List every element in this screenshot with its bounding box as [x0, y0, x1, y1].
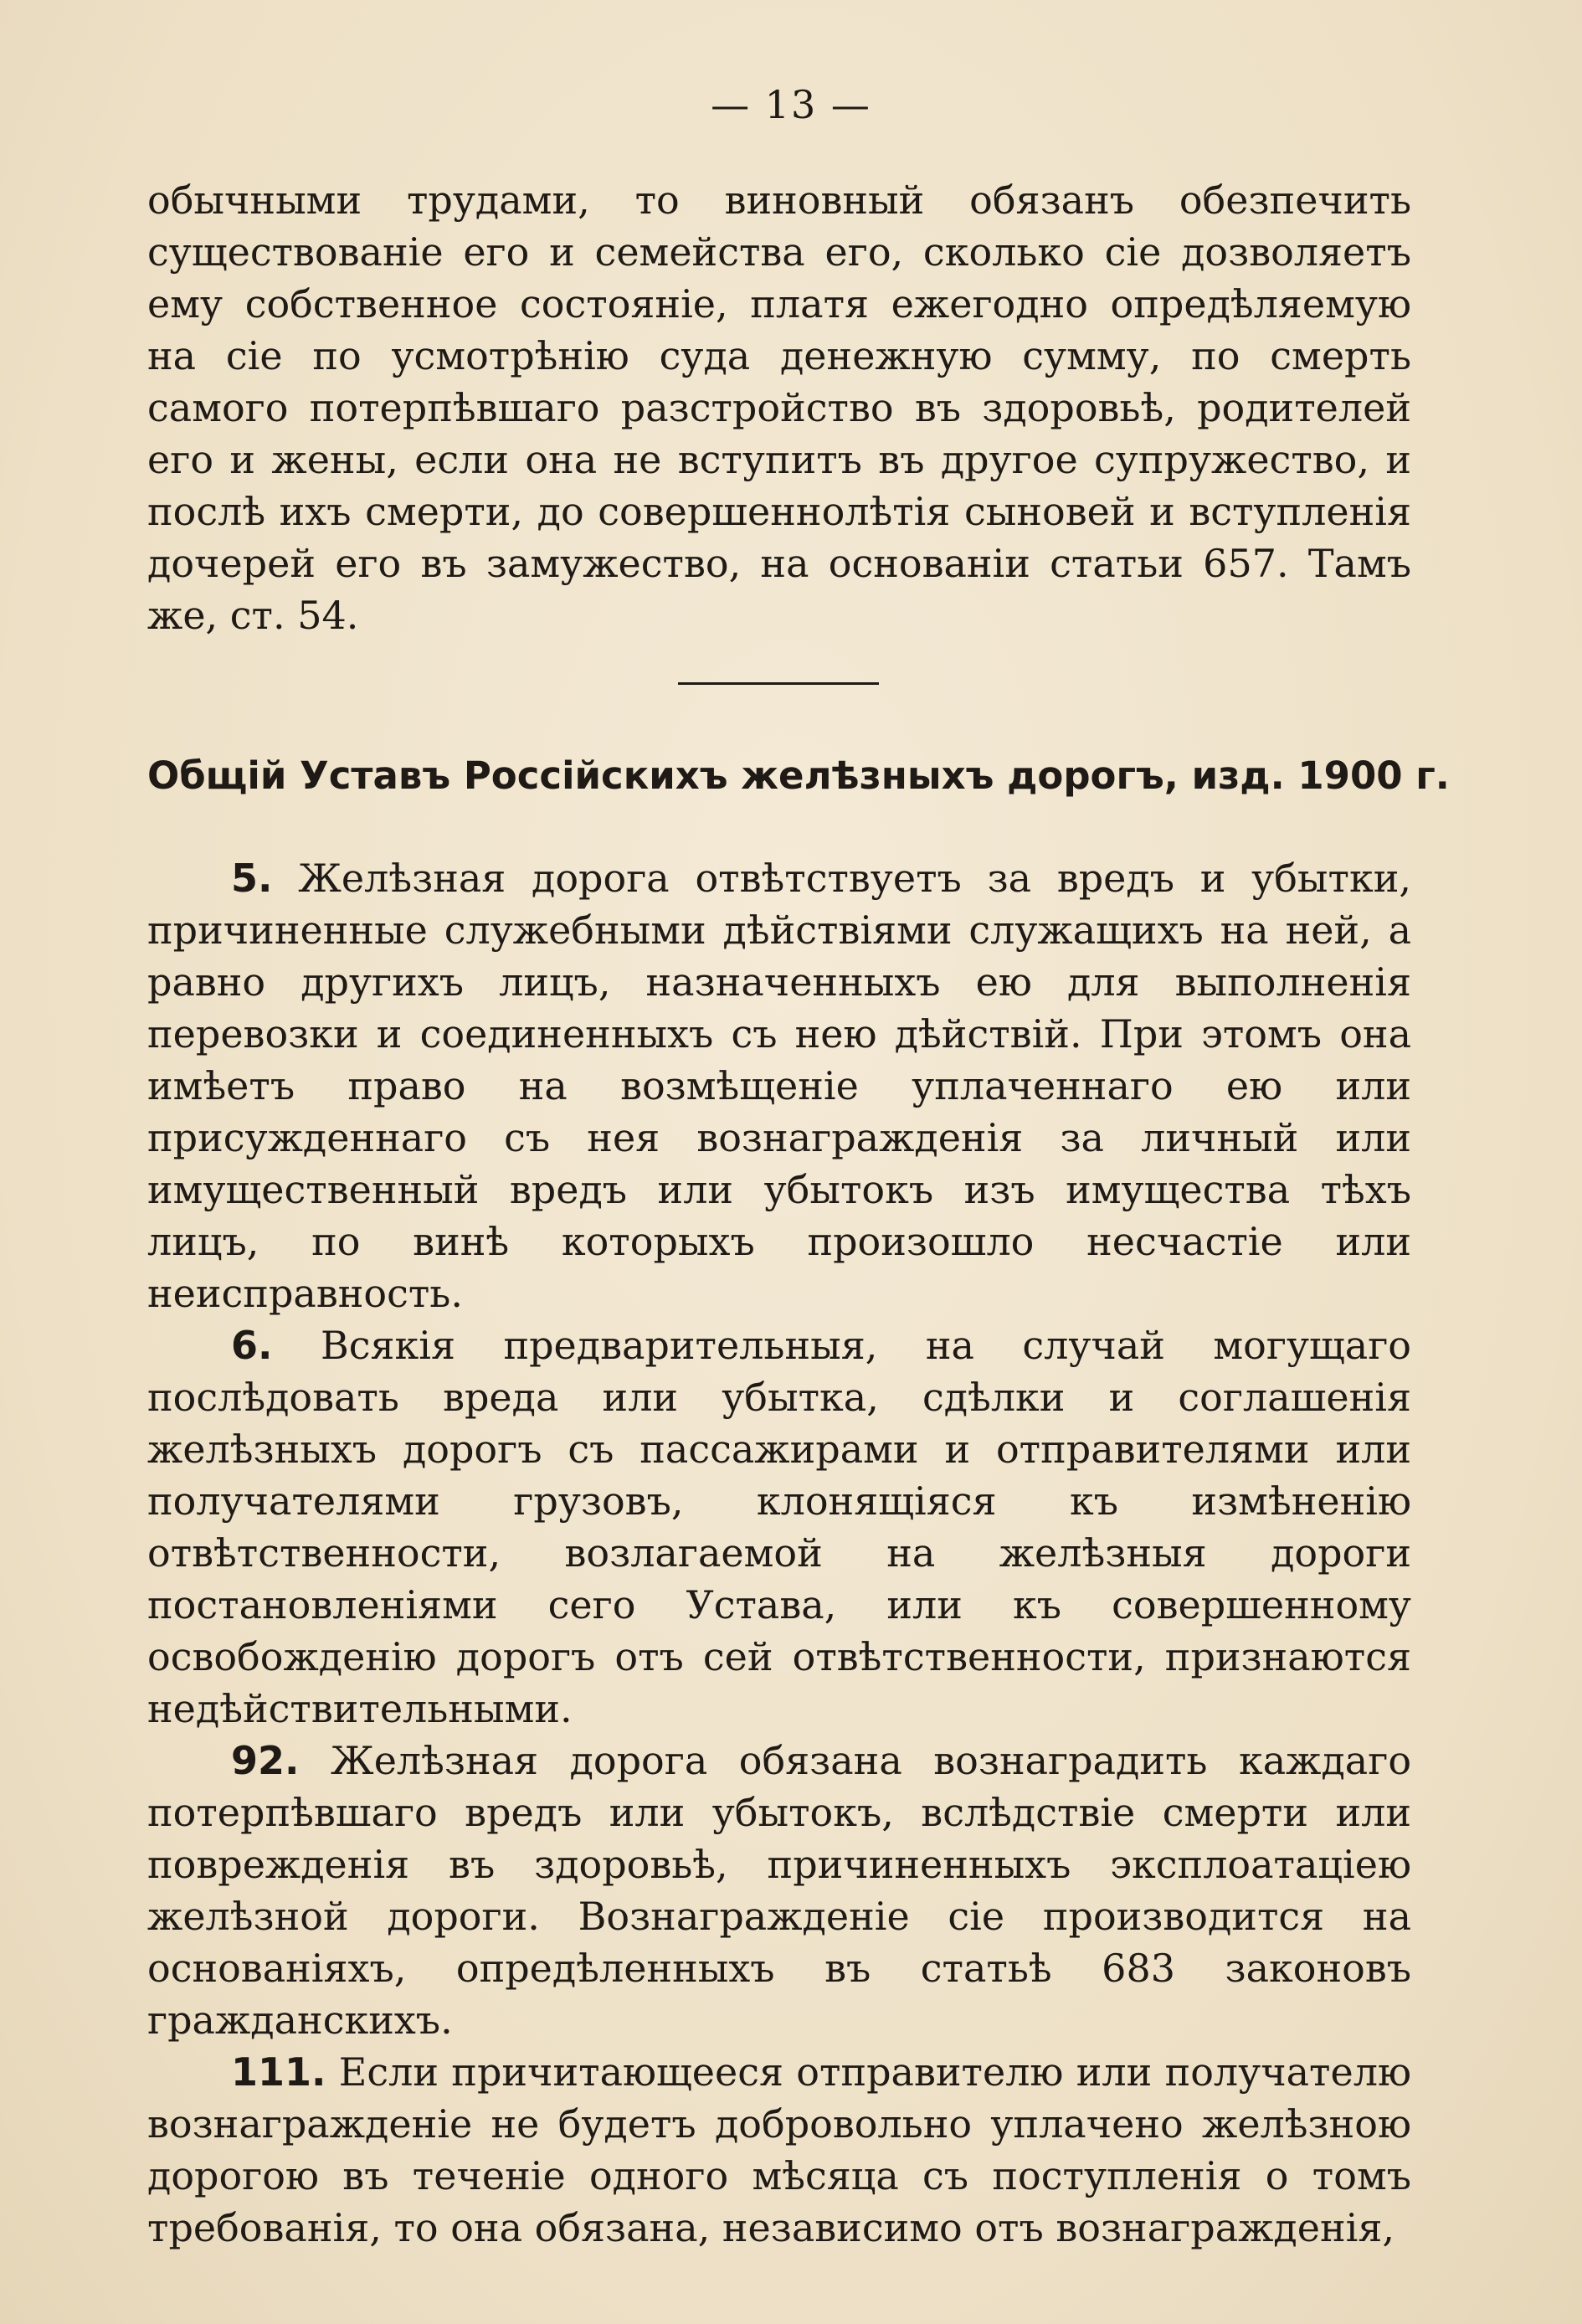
article-paragraph — [147, 1735, 1411, 2046]
article-text: Желѣзная дорога отвѣтствуетъ за вредъ и убытки, причиненные служебными дѣйствіями служащихъ на ней, а равно другихъ лицъ, назначенныхъ ею для выполненія перевозки и соединенныхъ съ нею дѣйствій. При этомъ она имѣетъ право на возмѣщеніе уплаченнаго ею или присужденнаго съ нея вознагражденія за личный или имущественный вредъ или убытокъ изъ имущества тѣхъ лицъ, по винѣ которыхъ произошло несчастіе или неисправность. — [147, 856, 1411, 1316]
article-text: Всякія предварительныя, на случай могущаго послѣдовать вреда или убытка, сдѣлки и соглашенія желѣзныхъ дорогъ съ пассажирами и отправителями или получателями грузовъ, клонящіяся къ измѣненію отвѣтственности, возлагаемой на желѣзныя дороги постановленіями сего Устава, или къ совершенному освобожденію дорогъ отъ сей отвѣтственности, признаются недѣйствительными. — [147, 1323, 1411, 1731]
article-number: 6. — [231, 1323, 273, 1368]
section-title: Общій Уставъ Россійскихъ желѣзныхъ дорогъ, изд. 1900 г. — [147, 753, 1450, 798]
article-paragraph — [147, 852, 1411, 1319]
intro-text-block — [147, 174, 1411, 641]
intro-paragraph: обычными трудами, то виновный обязанъ обезпечить существованіе его и семейства его, сколько сіе дозволяетъ ему собственное состояніе, платя ежегодно опредѣляемую на сіе по усмотрѣнію суда денежную сумму, по смерть самого потерпѣвшаго разстройство въ здоровьѣ, родителей его и жены, если она не вступитъ въ другое супружество, и послѣ ихъ смерти, до совершеннолѣтія сыновей и вступленія дочерей его въ замужество, на основаніи статьи 657. Тамъ же, ст. 54. — [147, 177, 1411, 638]
article-text: Желѣзная дорога обязана вознаградить каждаго потерпѣвшаго вредъ или убытокъ, вслѣдствіе смерти или поврежденія въ здоровьѣ, причиненныхъ эксплоатаціею желѣзной дороги. Вознагражденіе сіе производится на основаніяхъ, опредѣленныхъ въ статьѣ 683 законовъ гражданскихъ. — [147, 1738, 1412, 2043]
article-paragraph — [147, 2046, 1411, 2254]
article-paragraph — [147, 1319, 1411, 1735]
section-divider — [678, 682, 879, 685]
article-number: 111. — [231, 2049, 326, 2095]
page-number: — 13 — — [711, 82, 871, 127]
articles-block — [147, 852, 1411, 2254]
article-text: Если причитающееся отправителю или получателю вознагражденіе не будетъ добровольно уплачено желѣзною дорогою въ теченіе одного мѣсяца съ поступленія о томъ требованія, то она обязана, независимо отъ вознагражденія, — [147, 2049, 1411, 2250]
article-number: 92. — [231, 1738, 300, 1783]
article-number: 5. — [231, 856, 273, 901]
